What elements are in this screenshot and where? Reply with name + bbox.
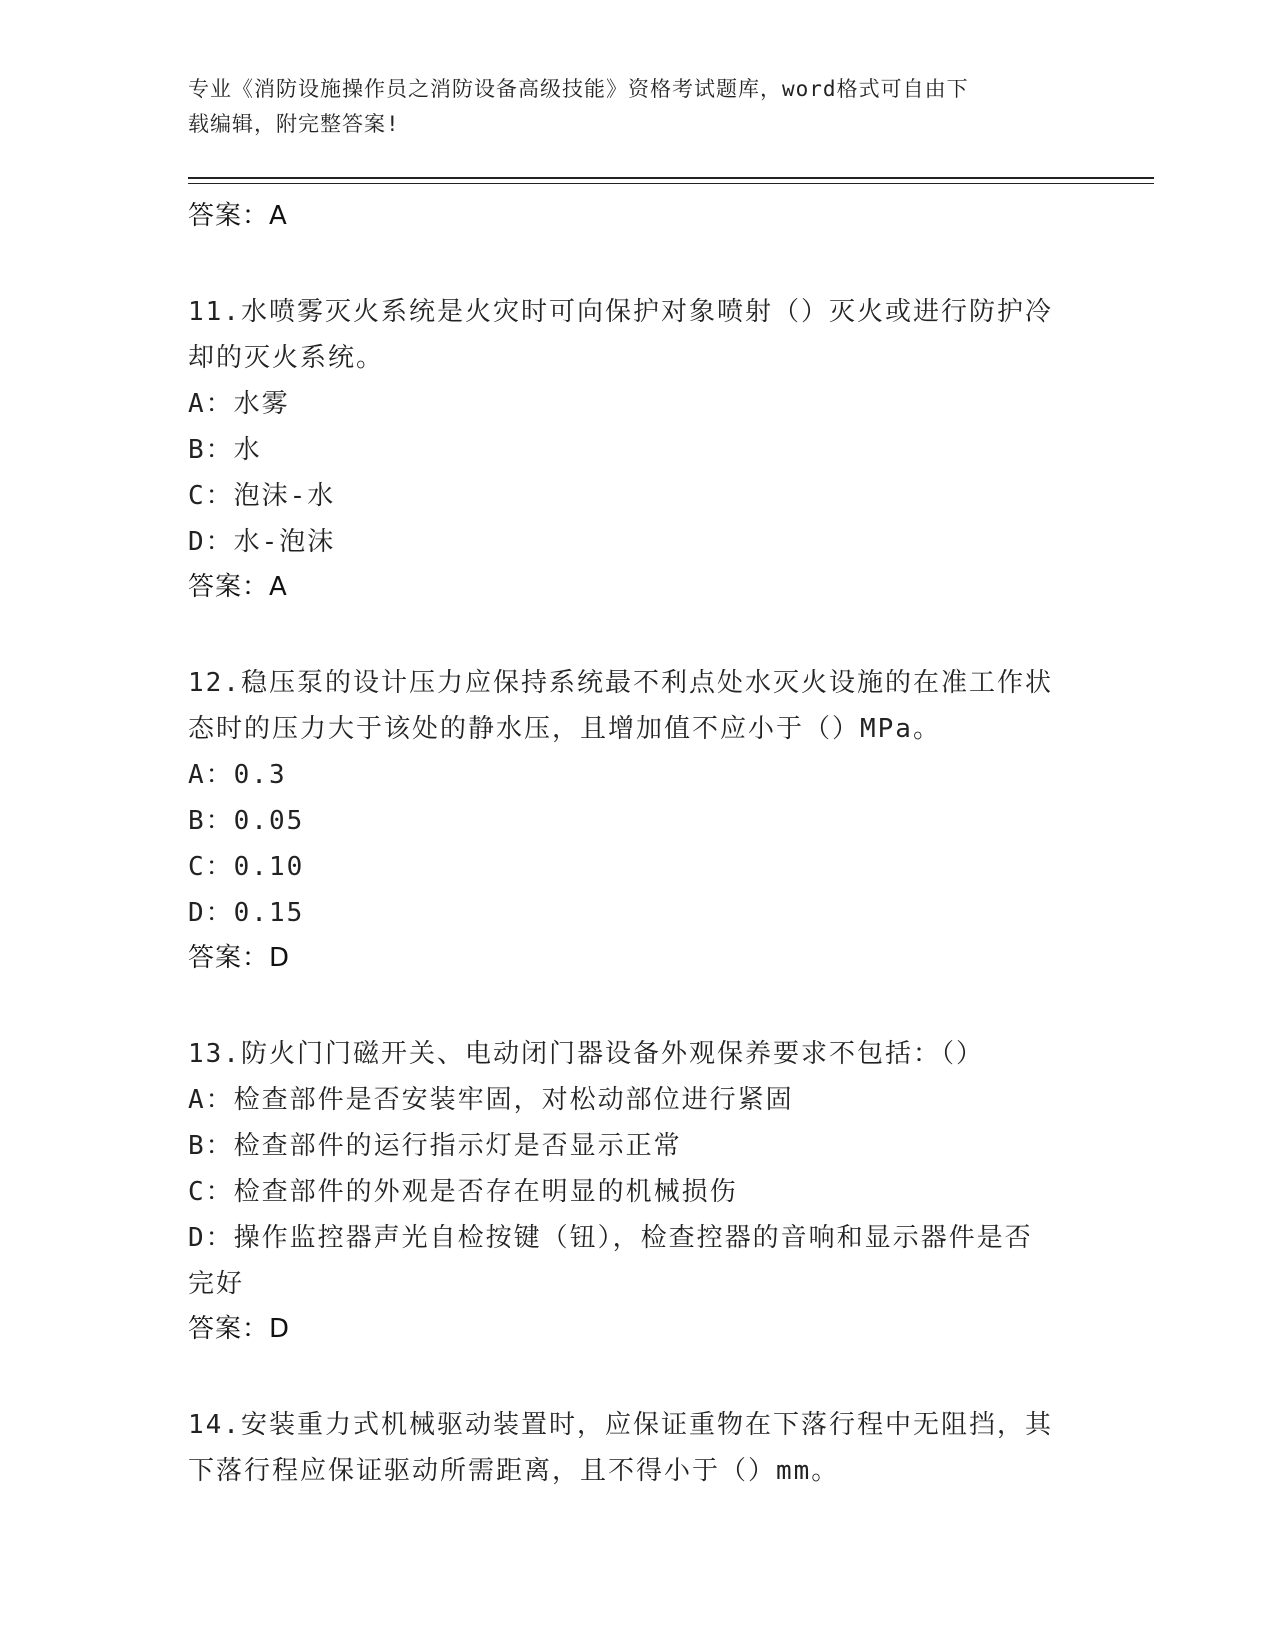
answer-line: 答案：A — [188, 572, 288, 602]
question-text-line: 下落行程应保证驱动所需距离，且不得小于（）mm。 — [188, 1456, 840, 1486]
option-c: C：检查部件的外观是否存在明显的机械损伤 — [188, 1177, 738, 1207]
question-14 — [188, 1402, 1088, 1494]
option-b: B：检查部件的运行指示灯是否显示正常 — [188, 1131, 682, 1161]
question-text-line: 却的灭火系统。 — [188, 343, 385, 373]
option-d-continued: 完好 — [188, 1269, 245, 1299]
option-b: B：水 — [188, 435, 262, 465]
option-a: A：水雾 — [188, 389, 290, 419]
question-list — [188, 190, 1088, 1494]
page-header — [188, 72, 1088, 142]
question-text-line: 11.水喷雾灭火系统是火灾时可向保护对象喷射（）灭火或进行防护冷 — [188, 297, 1053, 327]
answer-line: 答案：D — [188, 1314, 291, 1344]
header-line-2: 载编辑，附完整答案! — [188, 112, 400, 136]
question-text-line: 14.安装重力式机械驱动装置时，应保证重物在下落行程中无阻挡，其 — [188, 1410, 1053, 1440]
option-d: D：水-泡沫 — [188, 527, 336, 557]
question-text-line: 态时的压力大于该处的静水压，且增加值不应小于（）MPa。 — [188, 714, 941, 744]
option-d: D：0.15 — [188, 898, 305, 928]
option-c: C：泡沫-水 — [188, 481, 336, 511]
option-c: C：0.10 — [188, 852, 305, 882]
question-13 — [188, 1031, 1088, 1351]
question-text-line: 12.稳压泵的设计压力应保持系统最不利点处水灭火设施的在准工作状 — [188, 668, 1053, 698]
option-a: A：检查部件是否安装牢固，对松动部位进行紧固 — [188, 1085, 794, 1115]
question-text-line: 13.防火门门磁开关、电动闭门器设备外观保养要求不包括：（） — [188, 1039, 984, 1069]
option-b: B：0.05 — [188, 806, 305, 836]
header-line-1: 专业《消防设施操作员之消防设备高级技能》资格考试题库，word格式可自由下 — [188, 77, 969, 101]
header-divider-thick — [188, 177, 1154, 179]
option-a: A：0.3 — [188, 760, 287, 790]
answer-line: 答案：D — [188, 943, 291, 973]
option-d: D：操作监控器声光自检按键（钮），检查控器的音响和显示器件是否 — [188, 1223, 1033, 1253]
answer-line: 答案：A — [188, 201, 288, 231]
question-11 — [188, 289, 1088, 609]
header-divider-thin — [188, 183, 1154, 184]
question-12 — [188, 660, 1088, 980]
